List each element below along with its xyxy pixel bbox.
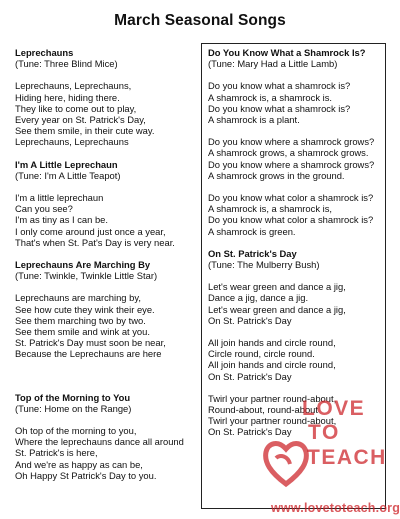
lyric-line: Let's wear green and dance a jig, [208,303,346,315]
stanza [208,337,385,382]
lyric-line: Oh top of the morning to you, [15,425,137,437]
song [15,259,197,360]
lyric-line: Hiding here, hiding there. [15,91,120,103]
lyric-line: See them smile, in their cute way. [15,125,155,137]
lyric-line: St. Patrick's Day must soon be near, [15,337,166,349]
lyric-line: Circle round, circle round. [208,348,315,360]
lyric-line: Do you know what a shamrock is? [208,80,351,92]
song-title: On St. Patrick's Day [208,247,297,259]
lyric-line: Twirl your partner round-about, [208,392,337,404]
stanza [15,192,197,248]
lyric-line: That's when St. Pat's Day is very near. [15,236,175,248]
lyric-line: Twirl your partner round-about, [208,415,337,427]
lyric-line: Do you know where a shamrock grows? [208,158,375,170]
lyric-line: A shamrock is green. [208,225,296,237]
lyric-line: A shamrock grows, a shamrock grows. [208,147,369,159]
lyric-line: Round-about, round-about [208,404,318,416]
song-tune: (Tune: Mary Had a Little Lamb) [208,58,338,70]
song-tune: (Tune: I'm A Little Teapot) [15,169,121,181]
lyric-line: On St. Patrick's Day [208,426,292,438]
lyric-line: Dance a jig, dance a jig. [208,292,309,304]
stanza [208,80,385,125]
song [15,47,197,148]
lyric-line: See how cute they wink their eye. [15,303,155,315]
lyric-line: A shamrock is a plant. [208,114,300,126]
lyric-line: See them marching two by two. [15,314,146,326]
lyric-line: Because the Leprechauns are here [15,348,162,360]
stanza [208,281,385,326]
lyric-line: Can you see? [15,203,73,215]
lyric-line: Oh Happy St Patrick's Day to you. [15,469,157,481]
lyric-line: A shamrock grows in the ground. [208,169,345,181]
lyric-line: Do you know what color a shamrock is? [208,214,374,226]
song-title: Do You Know What a Shamrock Is? [208,47,366,58]
stanza [208,192,385,237]
lyric-line: Do you know where a shamrock grows? [208,136,375,148]
lyric-line: See them smile and wink at you. [15,326,150,338]
lyric-line: Leprechauns are marching by, [15,292,141,304]
watermark-to: TO [308,421,340,444]
watermark-url: www.lovetoteach.org [271,501,400,515]
song-title: Leprechauns [15,47,74,58]
shamrock-box [201,43,386,509]
song [15,392,197,481]
stanza [15,425,197,481]
stanza [15,80,197,147]
lyric-line: Leprechauns, Leprechauns [15,136,129,148]
song-title: I'm A Little Leprechaun [15,158,118,170]
song [208,248,385,438]
song-tune: (Tune: Twinkle, Twinkle Little Star) [15,270,158,282]
left-column [15,47,197,492]
watermark-love: LOVE [302,397,366,420]
spacer [15,371,197,392]
lyric-line: Leprechauns, Leprechauns, [15,80,132,92]
song [15,159,197,248]
lyric-line: A shamrock is, a shamrock is, [208,203,332,215]
lyric-line: Let's wear green and dance a jig, [208,281,346,293]
lyric-line: They like to come out to play, [15,102,137,114]
lyric-line: All join hands and circle round, [208,337,336,349]
lyric-line: Where the leprechauns dance all around [15,436,184,448]
stanza [208,393,385,438]
watermark-teach: TEACH [307,446,387,469]
lyric-line: I'm as tiny as I can be. [15,214,108,226]
song-tune: (Tune: Three Blind Mice) [15,58,118,70]
stanza [15,292,197,359]
lyric-line: St. Patrick's is here, [15,447,98,459]
song-title: Leprechauns Are Marching By [15,259,151,271]
song [208,47,385,237]
song-title: Top of the Morning to You [15,391,131,403]
lyric-line: Do you know what color a shamrock is? [208,192,374,204]
page-title: March Seasonal Songs [114,12,286,29]
song-tune: (Tune: The Mulberry Bush) [208,259,320,271]
lyric-line: I only come around just once a year, [15,225,166,237]
lyric-line: On St. Patrick's Day [208,314,292,326]
song-tune: (Tune: Home on the Range) [15,402,132,414]
lyric-line: All join hands and circle round, [208,359,336,371]
lyric-line: I'm a little leprechaun [15,192,104,204]
stanza [208,136,385,181]
lyric-line: And we're as happy as can be, [15,458,143,470]
lyric-line: On St. Patrick's Day [208,370,292,382]
lyric-line: Do you know what a shamrock is? [208,102,351,114]
lyric-line: Every year on St. Patrick's Day, [15,114,146,126]
lyric-line: A shamrock is, a shamrock is. [208,91,332,103]
